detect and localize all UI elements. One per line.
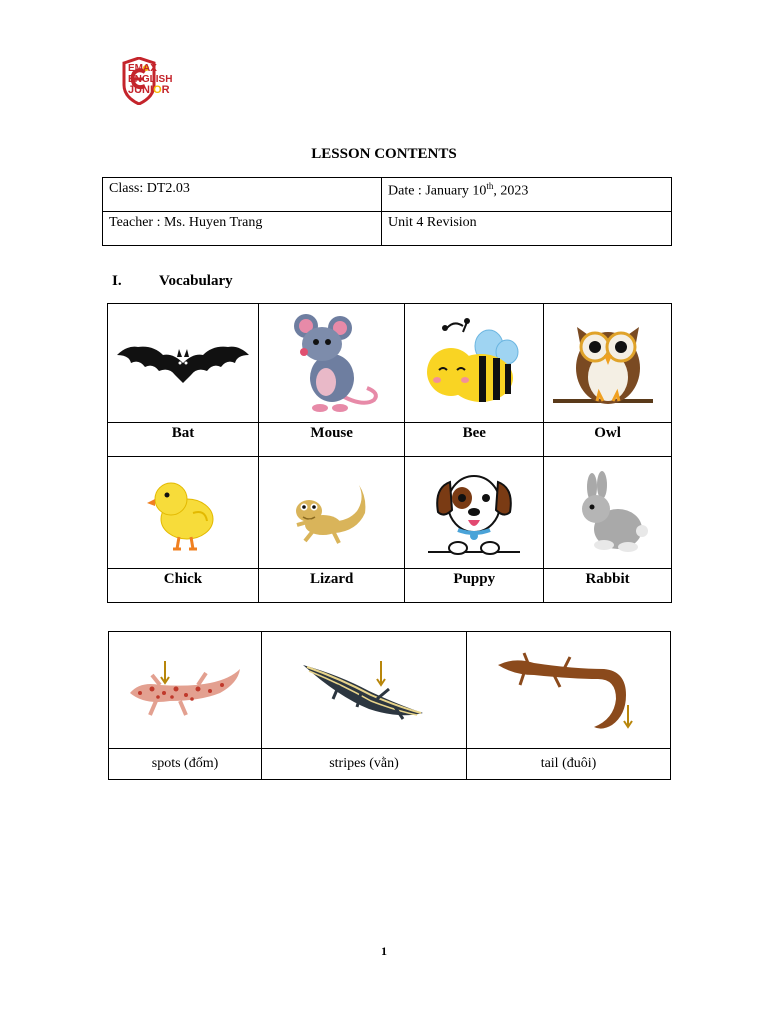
spotted-gecko-image [109, 632, 262, 749]
logo-line3c: R [161, 84, 170, 96]
class-cell: Class: DT2.03 [103, 178, 382, 212]
lizard-icon [287, 473, 377, 553]
date-cell [382, 178, 672, 212]
section-title: Vocabulary [159, 273, 233, 289]
lizard-picture-row [109, 632, 671, 749]
vocab-label-row [108, 423, 672, 457]
spotted-gecko-icon [120, 655, 250, 725]
logo-line3a: JUNI [128, 84, 154, 96]
lizard-label-row [109, 749, 671, 780]
label-tail: tail (đuôi) [467, 749, 671, 780]
striped-skink-image [262, 632, 467, 749]
chick-image [108, 457, 259, 569]
date-prefix: Date : January 10 [388, 183, 487, 199]
vocab-picture-row [108, 457, 672, 569]
vocab-label-rabbit: Rabbit [544, 569, 672, 603]
vocab-label-row [108, 569, 672, 603]
logo-line2: ENGLISH [128, 74, 173, 85]
info-row [103, 212, 672, 246]
rabbit-image [544, 457, 672, 569]
puppy-image [405, 457, 544, 569]
mouse-image [258, 304, 405, 423]
logo-line1: EMAX [128, 63, 157, 74]
section-heading [112, 273, 233, 290]
vocabulary-table [107, 303, 672, 603]
date-suffix: , 2023 [493, 183, 529, 199]
owl-icon [553, 313, 663, 413]
bee-icon [419, 318, 529, 408]
bat-image [108, 304, 259, 423]
vocab-label-mouse: Mouse [258, 423, 405, 457]
page-title: LESSON CONTENTS [311, 146, 457, 162]
vocab-picture-row [108, 304, 672, 423]
bat-icon [113, 333, 253, 393]
logo-text [128, 63, 172, 96]
info-row [103, 178, 672, 212]
rabbit-icon [568, 471, 648, 555]
label-stripes: stripes (vằn) [262, 749, 467, 780]
label-spots: spots (đốm) [109, 749, 262, 780]
logo-line3 [128, 85, 172, 96]
puppy-icon [424, 468, 524, 558]
section-number: I. [112, 273, 122, 289]
logo-line3b: O [153, 84, 162, 96]
emax-logo [94, 57, 184, 105]
mouse-icon [282, 308, 382, 418]
unit-cell: Unit 4 Revision [382, 212, 672, 246]
bee-image [405, 304, 544, 423]
vocab-label-chick: Chick [108, 569, 259, 603]
striped-skink-icon [299, 655, 429, 725]
lesson-info-table [102, 177, 672, 246]
vocab-label-bat: Bat [108, 423, 259, 457]
vocab-label-lizard: Lizard [258, 569, 405, 603]
owl-image [544, 304, 672, 423]
lizard-tail-icon [494, 645, 644, 735]
lizard-parts-table [108, 631, 671, 780]
teacher-cell: Teacher : Ms. Huyen Trang [103, 212, 382, 246]
chick-icon [143, 473, 223, 553]
date-sup: th [486, 181, 494, 191]
vocab-label-puppy: Puppy [405, 569, 544, 603]
vocab-label-bee: Bee [405, 423, 544, 457]
lizard-tail-image [467, 632, 671, 749]
page-number: 1 [381, 944, 387, 958]
vocab-label-owl: Owl [544, 423, 672, 457]
lizard-image [258, 457, 405, 569]
